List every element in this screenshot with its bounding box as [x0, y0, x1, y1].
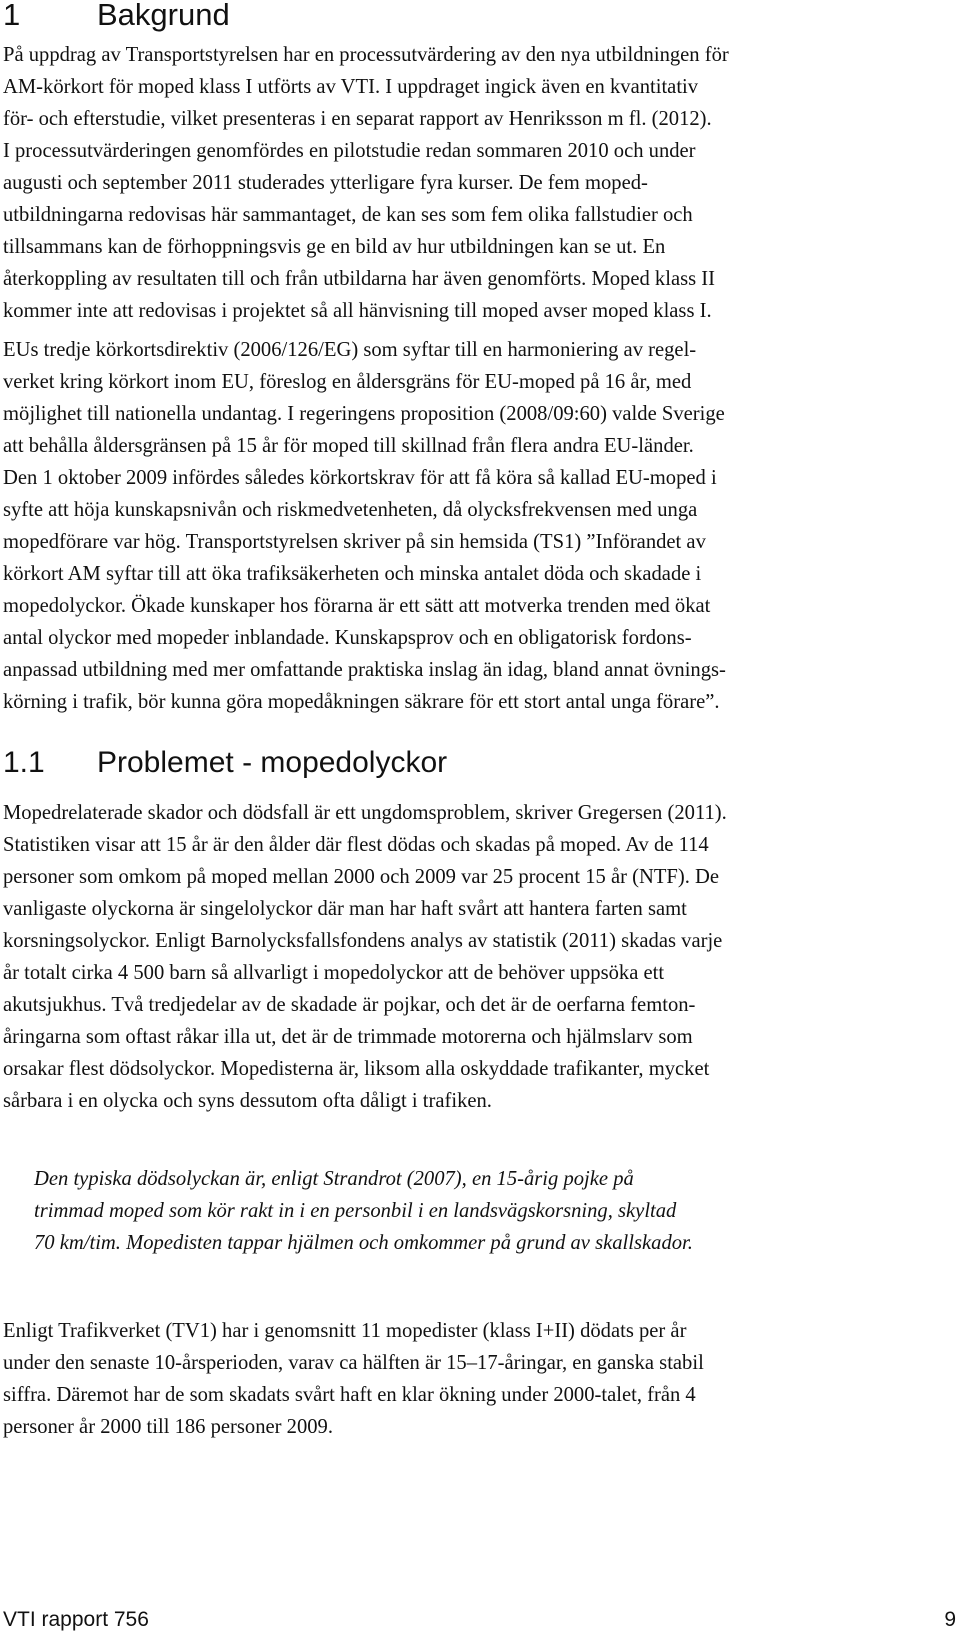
text-line: tillsammans kan de förhoppningsvis ge en bild av hur utbildningen kan se ut. En	[3, 236, 666, 258]
quote-line: trimmad moped som kör rakt in i en personbil i en landsvägskorsning, skyltad	[34, 1200, 677, 1222]
paragraph-eu-directive	[3, 334, 955, 718]
section-heading-bakgrund	[3, 0, 230, 32]
text-line: sårbara i en olycka och syns dessutom ofta dåligt i trafiken.	[3, 1090, 492, 1112]
section-number: 1	[3, 0, 21, 32]
text-line: personer år 2000 till 186 personer 2009.	[3, 1416, 333, 1438]
text-line: antal olyckor med mopeder inblandade. Kunskapsprov och en obligatorisk fordons-	[3, 627, 692, 649]
text-line: På uppdrag av Transportstyrelsen har en processutvärdering av den nya utbildningen för	[3, 44, 729, 66]
text-line: EUs tredje körkortsdirektiv (2006/126/EG) som syftar till en harmoniering av regel-	[3, 339, 697, 361]
text-line: korsningsolyckor. Enligt Barnolycksfallsfondens analys av statistik (2011) skadas varje	[3, 930, 723, 952]
footer-page-number: 9	[944, 1608, 956, 1631]
paragraph-moped-accidents	[3, 797, 955, 1117]
text-line: Statistiken visar att 15 år är den ålder där flest dödas och skadas på moped. Av de 114	[3, 834, 709, 856]
text-line: att behålla åldersgränsen på 15 år för moped till skillnad från flera andra EU-länder.	[3, 435, 694, 457]
footer-report-name: VTI rapport 756	[3, 1608, 149, 1631]
text-line: återkoppling av resultaten till och från utbildarna har även genomförts. Moped klass II	[3, 268, 715, 290]
block-quote	[34, 1163, 934, 1259]
text-line: anpassad utbildning med mer omfattande praktiska inslag än idag, bland annat övnings-	[3, 659, 726, 681]
text-line: Den 1 oktober 2009 infördes således körkortskrav för att få köra så kallad EU-moped i	[3, 467, 717, 489]
text-line: utbildningarna redovisas här sammantaget, de kan ses som fem olika fallstudier och	[3, 204, 693, 226]
text-line: verket kring körkort inom EU, föreslog en åldersgräns för EU-moped på 16 år, med	[3, 371, 692, 393]
text-line: personer som omkom på moped mellan 2000 och 2009 var 25 procent 15 år (NTF). De	[3, 866, 720, 888]
quote-line: Den typiska dödsolyckan är, enligt Strandrot (2007), en 15-årig pojke på	[34, 1168, 634, 1190]
text-line: orsakar flest dödsolyckor. Mopedisterna är, liksom alla oskyddade trafikanter, mycket	[3, 1058, 710, 1080]
text-line: möjlighet till nationella undantag. I regeringens proposition (2008/09:60) valde Sverige	[3, 403, 725, 425]
quote-line: 70 km/tim. Mopedisten tappar hjälmen och omkommer på grund av skallskador.	[34, 1232, 693, 1254]
text-line: under den senaste 10-årsperioden, varav ca hälften är 15–17-åringar, en ganska stabil	[3, 1352, 704, 1374]
text-line: år totalt cirka 4 500 barn så allvarligt i mopedolyckor att de behöver uppsöka ett	[3, 962, 665, 984]
text-line: körkort AM syftar till att öka trafiksäkerheten och minska antalet döda och skadade i	[3, 563, 702, 585]
text-line: för- och efterstudie, vilket presenteras i en separat rapport av Henriksson m fl. (2012).	[3, 108, 712, 130]
section-title: Problemet - mopedolyckor	[97, 746, 448, 779]
paragraph-background	[3, 39, 955, 327]
text-line: körning i trafik, bör kunna göra mopedåkningen säkrare för ett stort antal unga förare”.	[3, 691, 720, 713]
text-line: I processutvärderingen genomfördes en pilotstudie redan sommaren 2010 och under	[3, 140, 696, 162]
text-line: mopedförare var hög. Transportstyrelsen skriver på sin hemsida (TS1) ”Införandet av	[3, 531, 706, 553]
text-line: siffra. Däremot har de som skadats svårt haft en klar ökning under 2000-talet, från 4	[3, 1384, 696, 1406]
text-line: vanligaste olyckorna är singelolyckor där man har haft svårt att hantera farten samt	[3, 898, 687, 920]
text-line: Enligt Trafikverket (TV1) har i genomsnitt 11 mopedister (klass I+II) dödats per år	[3, 1320, 687, 1342]
text-line: kommer inte att redovisas i projektet så all hänvisning till moped avser moped klass I.	[3, 300, 712, 322]
text-line: Mopedrelaterade skador och dödsfall är ett ungdomsproblem, skriver Gregersen (2011).	[3, 802, 727, 824]
section-number: 1.1	[3, 746, 45, 779]
text-line: åringarna som oftast råkar illa ut, det är de trimmade motorerna och hjälmslarv som	[3, 1026, 693, 1048]
section-title: Bakgrund	[97, 0, 230, 32]
text-line: akutsjukhus. Två tredjedelar av de skadade är pojkar, och det är de oerfarna femton-	[3, 994, 696, 1016]
text-line: AM-körkort för moped klass I utförts av VTI. I uppdraget ingick även en kvantitativ	[3, 76, 699, 98]
text-line: augusti och september 2011 studerades ytterligare fyra kurser. De fem moped-	[3, 172, 648, 194]
section-heading-problemet	[3, 746, 447, 780]
text-line: syfte att höja kunskapsnivån och riskmedvetenheten, då olycksfrekvensen med unga	[3, 499, 698, 521]
text-line: mopedolyckor. Ökade kunskaper hos förarna är ett sätt att motverka trenden med ökat	[3, 595, 711, 617]
paragraph-trafikverket-stats	[3, 1315, 955, 1443]
